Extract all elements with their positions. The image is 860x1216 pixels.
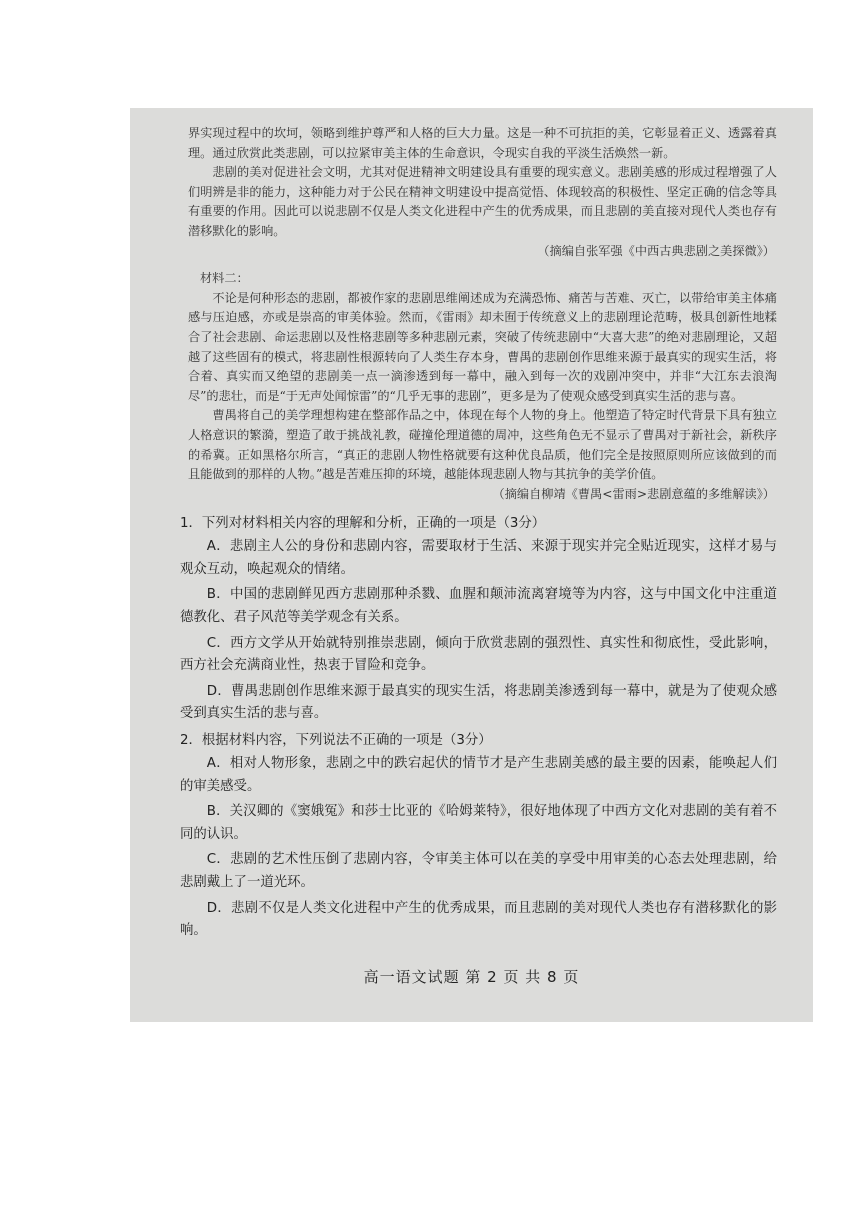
question-2-option-b: B．关汉卿的《窦娥冤》和莎士比亚的《哈姆莱特》，很好地体现了中西方文化对悲剧的美有着不同的认识。 [180,804,777,842]
material-one [188,124,777,261]
question-1-option-a: A．悲剧主人公的身份和悲剧内容，需要取材于生活、来源于现实并完全贴近现实，这样才易与观众互动，唤起观众的情绪。 [180,539,777,577]
question-2-option-c: C．悲剧的艺术性压倒了悲剧内容，令审美主体可以在美的享受中用审美的心态去处理悲剧，给悲剧戴上了一道光环。 [180,852,777,890]
material-two-paragraph-1: 不论是何种形态的悲剧，都被作家的悲剧思维阐述成为充满恐怖、痛苦与苦难、灭亡，以带给审美主体痛感与压迫感，亦或是崇高的审美体验。然而，《雷雨》却未囿于传统意义上的悲剧理论范畴，极具创新性地糅合了社会悲剧、命运悲剧以及性格悲剧等多种悲剧元素，突破了传统悲剧中“大喜大悲”的绝对悲剧理论，又超越了这些固有的模式，将悲剧性根源转向了人类生存本身，曹禺的悲剧创作思维来源于最真实的现实生活，将合着、真实而又绝望的悲剧美一点一滴渗透到每一幕中，融入到每一次的戏剧冲突中，并非“大江东去浪淘尽”的悲壮，而是“于无声处闻惊雷”的“几乎无事的悲剧”，更多是为了使观众感受到真实生活的悲与喜。 [188,290,777,403]
material-two-heading: 材料二： [200,271,249,286]
material-two-source: （摘编自柳靖《曹禺<雷雨>悲剧意蕴的多维解读》） [492,486,775,501]
page-footer: 高一语文试题 第 2 页 共 8 页 [363,968,580,986]
question-2-option-d: D．悲剧不仅是人类文化进程中产生的优秀成果，而且悲剧的美对现代人类也存有潜移默化的影响。 [180,900,777,939]
exam-page [130,108,813,1022]
question-2 [180,729,777,943]
material-two [188,269,777,504]
question-1 [180,512,777,726]
question-2-stem: 2．根据材料内容，下列说法不正确的一项是（3分） [180,733,492,749]
question-1-stem: 1．下列对材料相关内容的理解和分析，正确的一项是（3分） [180,516,546,532]
question-1-option-c: C．西方文学从开始就特别推崇悲剧，倾向于欣赏悲剧的强烈性、真实性和彻底性，受此影响，西方社会充满商业性，热衷于冒险和竞争。 [180,635,777,674]
material-two-paragraph-2: 曹禺将自己的美学理想构建在整部作品之中，体现在每个人物的身上。他塑造了特定时代背景下具有独立人格意识的繁漪，塑造了敢于挑战礼教，碰撞伦理道德的周冲，这些角色无不显示了曹禺对于新社会，新秩序的希冀。正如黑格尔所言，“真正的悲剧人物性格就要有这种优良品质，他们完全是按照原则所应该做到的而且能做到的那样的人物。”越是苦难压抑的环境，越能体现悲剧人物与其抗争的美学价值。 [188,408,777,482]
material-one-paragraph-2: 悲剧的美对促进社会文明，尤其对促进精神文明建设具有重要的现实意义。悲剧美感的形成过程增强了人们明辨是非的能力，这种能力对于公民在精神文明建设中提高觉悟、体现较高的积极性、坚定正确的信念等具有重要的作用。因此可以说悲剧不仅是人类文化进程中产生的优秀成果，而且悲剧的美直接对现代人类也存有潜移默化的影响。 [188,165,777,238]
question-1-option-b: B．中国的悲剧鲜见西方悲剧那种杀戮、血腥和颠沛流离窘境等为内容，这与中国文化中注重道德教化、君子风范等美学观念有关系。 [180,587,777,626]
material-one-paragraph-1: 界实现过程中的坎坷，领略到维护尊严和人格的巨大力量。这是一种不可抗拒的美，它彰显着正义、透露着真理。通过欣赏此类悲剧，可以拉紧审美主体的生命意识，令现实自我的平淡生活焕然一新。 [188,126,777,160]
question-1-option-d: D．曹禺悲剧创作思维来源于最真实的现实生活，将悲剧美渗透到每一幕中，就是为了使观众感受到真实生活的悲与喜。 [180,683,777,722]
questions [180,512,777,943]
material-one-source: （摘编自张军强《中西古典悲剧之美探微》） [537,243,775,258]
question-2-option-a: A．相对人物形象，悲剧之中的跌宕起伏的情节才是产生悲剧美感的最主要的因素，能唤起人们的审美感受。 [180,756,777,794]
